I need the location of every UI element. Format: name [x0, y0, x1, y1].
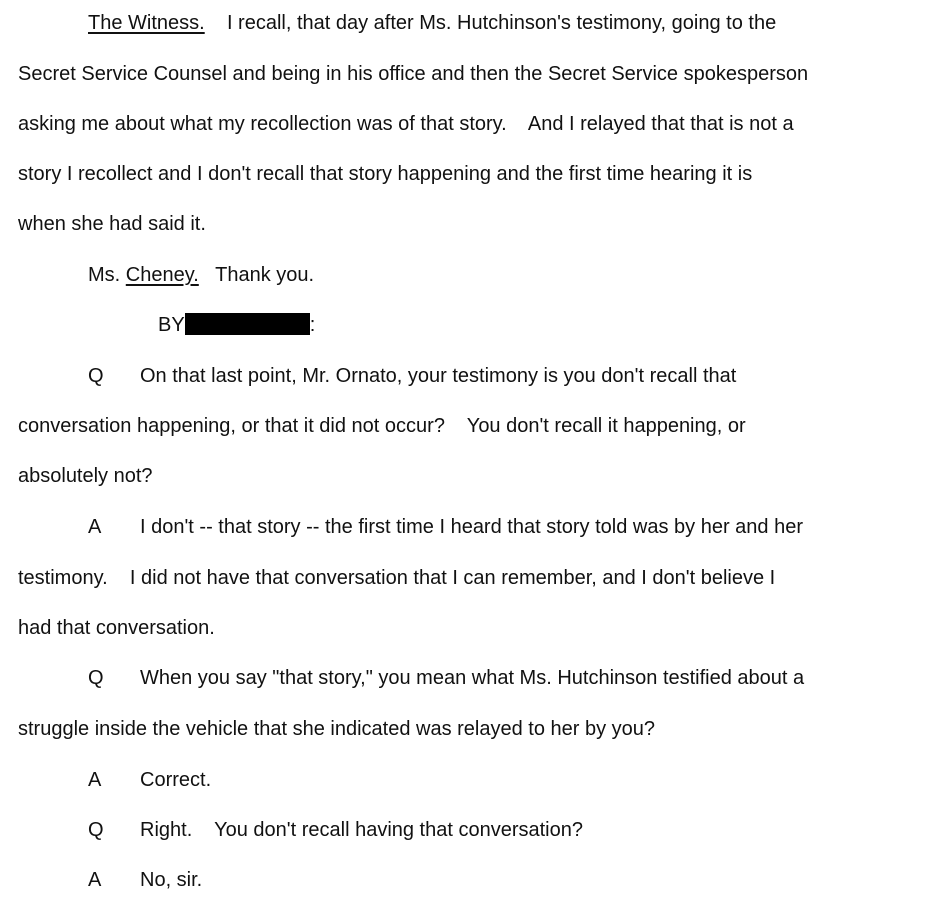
- witness-line-1: [88, 11, 776, 35]
- witness-speaker: The Witness.: [88, 12, 205, 34]
- a2-tag: A: [88, 769, 102, 791]
- a2-line: [88, 768, 211, 792]
- q3-line: [88, 818, 583, 842]
- q2-tag: Q: [88, 667, 104, 689]
- q1-line-3: absolutely not?: [18, 465, 153, 487]
- cheney-text: Thank you.: [215, 264, 315, 286]
- q1-line-2: conversation happening, or that it did not occur? You don't recall it happening, or: [18, 415, 746, 437]
- by-label: BY: [158, 314, 185, 336]
- q3-tag: Q: [88, 819, 104, 841]
- q2-line-1-text: When you say "that story," you mean what Ms. Hutchinson testified about a: [140, 667, 805, 689]
- witness-line-5: when she had said it.: [18, 213, 206, 235]
- by-colon: :: [309, 314, 316, 336]
- redaction-block: [185, 313, 310, 335]
- q1-line-1: [88, 364, 736, 388]
- cheney-speaker: Cheney.: [125, 264, 199, 286]
- witness-line-4: story I recollect and I don't recall that story happening and the first time hearing it is: [18, 163, 753, 185]
- a1-line-3: had that conversation.: [18, 617, 215, 639]
- q1-line-1-text: On that last point, Mr. Ornato, your testimony is you don't recall that: [140, 365, 737, 387]
- a3-text: No, sir.: [140, 869, 203, 891]
- a2-text: Correct.: [140, 769, 212, 791]
- cheney-title: Ms.: [88, 264, 121, 286]
- a1-tag: A: [88, 516, 102, 538]
- a1-line-2: testimony. I did not have that conversation that I can remember, and I don't believe I: [18, 567, 776, 589]
- cheney-line: [88, 263, 314, 287]
- q1-tag: Q: [88, 365, 104, 387]
- q2-line-2: struggle inside the vehicle that she indicated was relayed to her by you?: [18, 718, 656, 740]
- a1-line-1: [88, 515, 803, 539]
- witness-line-1-text: I recall, that day after Ms. Hutchinson's testimony, going to the: [226, 12, 777, 34]
- q3-text: Right. You don't recall having that conversation?: [140, 819, 583, 841]
- witness-line-2: Secret Service Counsel and being in his office and then the Secret Service spokesperson: [18, 63, 809, 85]
- witness-line-3: asking me about what my recollection was of that story. And I relayed that that is not a: [18, 113, 794, 135]
- a3-line: [88, 868, 202, 892]
- a3-tag: A: [88, 869, 102, 891]
- a1-line-1-text: I don't -- that story -- the first time I heard that story told was by her and her: [140, 516, 803, 538]
- by-line: [158, 313, 315, 337]
- q2-line-1: [88, 666, 804, 690]
